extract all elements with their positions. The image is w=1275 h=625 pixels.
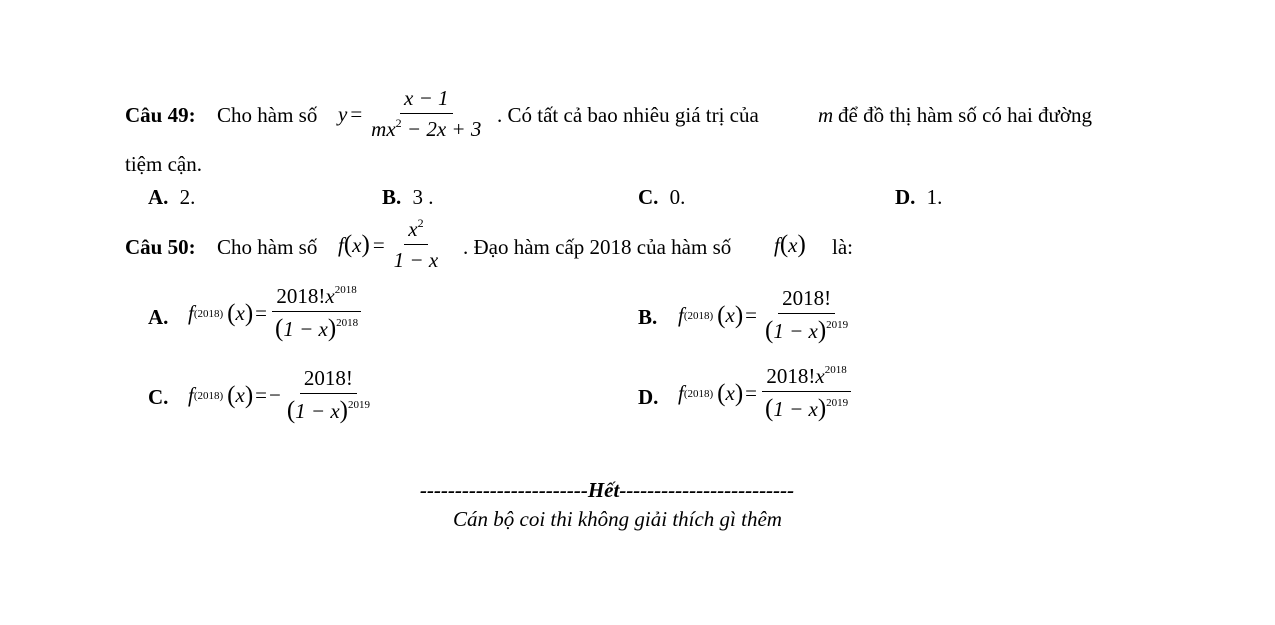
deriv-f: f (678, 381, 684, 405)
q49-option-c (638, 185, 685, 209)
q49-fraction (367, 86, 485, 142)
paren-right: ) (817, 395, 827, 422)
den-exp: 2019 (826, 319, 849, 331)
q50-f-2: f (774, 232, 780, 257)
option-letter: C. (638, 185, 659, 209)
q49-function-formula (338, 86, 487, 142)
equals: = (255, 383, 267, 407)
paren-right: ) (734, 301, 744, 329)
paren-right: ) (734, 379, 744, 407)
den-exp: 2018 (336, 317, 359, 329)
paren-right: ) (244, 381, 254, 409)
q49-intro: Cho hàm số (217, 103, 318, 127)
deriv-x: x (725, 381, 735, 405)
num-exp: 2018 (334, 284, 357, 296)
q49-den-a: mx (371, 117, 396, 141)
q50-fx-inline (774, 231, 806, 259)
q50-function-formula (338, 217, 444, 273)
q49-y-var: y (338, 101, 348, 126)
deriv-f: f (188, 383, 194, 407)
q50-option-a-letter: A. (148, 305, 169, 329)
q49-question-text-2: để đồ thị hàm số có hai đường (838, 103, 1093, 127)
num-x: x (325, 284, 335, 308)
q50-option-a-formula: f (2018) ( x ) = $\frac{2018!x^{2018}}{(1 - x)^{2018}}$ (188, 284, 364, 343)
q50-f: f (338, 232, 344, 257)
option-denominator (283, 394, 374, 425)
q50-x: x (352, 232, 362, 257)
paren-left: ( (275, 315, 284, 342)
paren-right: ) (361, 231, 370, 258)
equals: = (745, 381, 757, 405)
q49-option-b (382, 185, 434, 209)
q50-option-b-letter: B. (638, 305, 658, 329)
option-denominator (271, 312, 362, 343)
option-value: 2. (179, 185, 196, 209)
paren-left: ( (765, 395, 774, 422)
den-inner: 1 − x (773, 319, 818, 343)
q50-fraction (390, 217, 443, 273)
q50-num-exp: 2 (417, 216, 424, 230)
option-numerator (272, 284, 360, 312)
q49-label: Câu 49: (125, 103, 196, 127)
q50-label: Câu 50: (125, 235, 196, 259)
q49-equals: = (350, 101, 363, 126)
paren-right: ) (339, 397, 348, 424)
deriv-x: x (725, 303, 735, 327)
option-letter: D. (895, 185, 916, 209)
option-numerator: 2018! (778, 286, 835, 314)
paren-right: ) (244, 299, 254, 327)
q49-m-var: m (818, 103, 834, 127)
q50-option-d-formula: f (2018) ( x ) = $\frac{2018!x^{2018}}{(1 - x)^{2019}}$ (678, 364, 854, 423)
equals: = (745, 303, 757, 327)
paren-left: ( (286, 397, 296, 424)
q50-numerator (404, 217, 427, 245)
q49-line2: tiệm cận. (125, 152, 202, 176)
q49-option-d (895, 185, 942, 209)
den-inner: 1 − x (773, 397, 818, 421)
paren-left: ( (227, 381, 236, 409)
option-fraction (283, 366, 374, 425)
proctor-note: Cán bộ coi thi không giải thích gì thêm (453, 507, 782, 531)
q50-x-2: x (788, 232, 798, 257)
q49-denominator (367, 114, 485, 142)
option-letter: B. (382, 185, 402, 209)
paren-left: ( (779, 231, 789, 258)
q50-num-base: x (408, 217, 418, 241)
num-exp: 2018 (824, 364, 847, 376)
q50-option-c-letter: C. (148, 385, 169, 409)
q50-option-c-formula: f (2018) ( x ) = − $\frac{2018!}{(1 - x)^{2019}}$ (188, 366, 376, 425)
num-factorial: 2018! (276, 284, 326, 308)
den-inner: 1 − x (295, 399, 340, 423)
option-denominator (761, 314, 852, 345)
q49-den-exp: 2 (395, 116, 402, 130)
option-value: 1. (926, 185, 943, 209)
option-denominator (761, 392, 852, 423)
option-fraction (761, 364, 852, 423)
den-exp: 2019 (348, 399, 370, 411)
den-inner: 1 − x (283, 317, 328, 341)
equals: = (255, 301, 267, 325)
option-letter: A. (148, 185, 169, 209)
q50-option-b-formula: f (2018) ( x ) = $\frac{2018!}{(1 - x)^{2019}}$ (678, 286, 854, 345)
option-fraction (761, 286, 852, 345)
paren-left: ( (343, 231, 353, 258)
option-numerator (762, 364, 850, 392)
option-fraction (271, 284, 362, 343)
q50-denominator: 1 − x (393, 248, 439, 272)
deriv-f: f (188, 301, 194, 325)
q49-den-b: − 2x + 3 (401, 117, 482, 141)
q50-equals: = (372, 232, 385, 257)
deriv-x: x (235, 383, 245, 407)
paren-right: ) (797, 231, 806, 258)
q49-numerator: x − 1 (400, 86, 453, 114)
q50-option-d-letter: D. (638, 385, 659, 409)
paren-left: ( (717, 301, 726, 329)
num-x: x (815, 364, 825, 388)
minus-sign: − (269, 383, 281, 407)
paren-right: ) (327, 315, 337, 342)
q50-question-end: là: (832, 235, 853, 259)
paren-left: ( (227, 299, 236, 327)
option-value: 0. (669, 185, 686, 209)
q50-question-text: . Đạo hàm cấp 2018 của hàm số (463, 235, 732, 259)
den-exp: 2019 (826, 397, 849, 409)
end-of-exam-mark: ------------------------Hết------------------------- (420, 478, 795, 502)
num-factorial: 2018! (766, 364, 816, 388)
option-value: 3 . (412, 185, 434, 209)
paren-left: ( (765, 317, 774, 344)
deriv-x: x (235, 301, 245, 325)
q49-question-text: . Có tất cả bao nhiêu giá trị của (497, 103, 759, 127)
q50-intro: Cho hàm số (217, 235, 318, 259)
option-numerator: 2018! (300, 366, 357, 394)
q49-option-a (148, 185, 195, 209)
paren-left: ( (717, 379, 726, 407)
deriv-f: f (678, 303, 684, 327)
paren-right: ) (817, 317, 827, 344)
